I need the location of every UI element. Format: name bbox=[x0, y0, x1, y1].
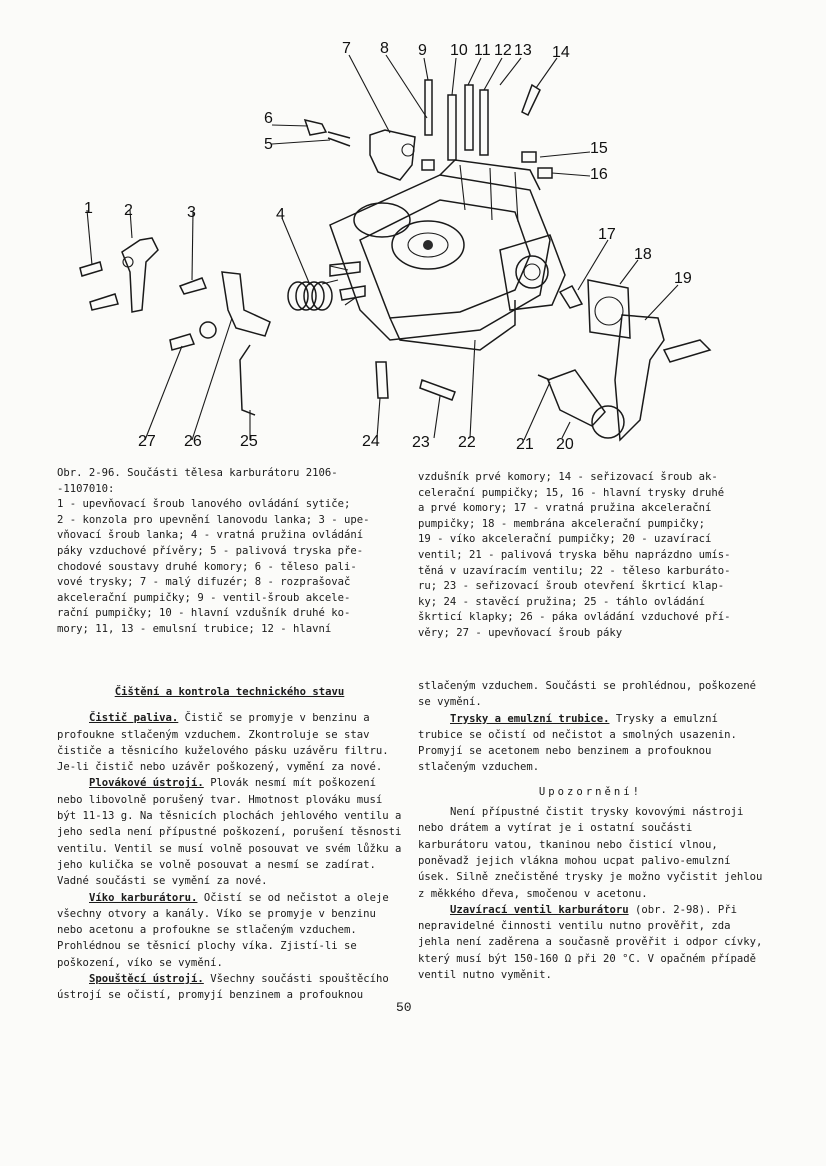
caption-line: a prvé komory; 17 - vratná pružina akcelerační bbox=[418, 502, 712, 515]
label-19: 19 bbox=[674, 270, 692, 287]
part-adjust-screw bbox=[522, 85, 540, 115]
part-cable-screw bbox=[180, 278, 206, 294]
part-throttle-screw bbox=[420, 380, 455, 400]
label-27: 27 bbox=[138, 433, 156, 450]
leader-lines bbox=[87, 55, 678, 440]
figure-caption-right bbox=[418, 470, 763, 642]
caption-line: vové trysky; 7 - malý difuzér; 8 - rozprašovač bbox=[57, 576, 351, 589]
paragraph-starter bbox=[57, 971, 402, 1004]
paragraph-shutoff-valve bbox=[418, 902, 763, 983]
caption-line: ky; 24 - stavěcí pružina; 25 - táhlo ovládání bbox=[418, 595, 706, 608]
paragraph-fuel-filter bbox=[57, 710, 402, 775]
label-6: 6 bbox=[264, 110, 273, 127]
paragraph-body: Plovák nesmí mít poškození nebo libovolně porušený tvar. Hmotnost plováku musí být 11-13 g. Na těsnicích plochách jehlového ventilu a jeho sedla není přípustné poškození, porušení těsnosti ventilu. Ventil se musí volně posouvat ve svém lůžku a jeho kulička se volně posouvat a nesmí se zadírat. Vadné součásti se vymění za nové. bbox=[57, 777, 402, 888]
label-10: 10 bbox=[450, 42, 468, 59]
caption-line: akcelerační pumpičky; 9 - ventil-šroub akcele- bbox=[57, 591, 351, 604]
part-accel-diaphragm bbox=[560, 280, 630, 338]
paragraph-title: Spouštěcí ústrojí. bbox=[89, 973, 204, 986]
paragraph-title: Čistič paliva. bbox=[89, 712, 179, 725]
part-small-difuser bbox=[370, 130, 415, 180]
caption-line: pumpičky; 18 - membrána akcelerační pumpičky; bbox=[418, 517, 706, 530]
caption-line: mory; 11, 13 - emulsní trubice; 12 - hlavní bbox=[57, 622, 332, 635]
part-return-spring bbox=[288, 282, 332, 310]
label-18: 18 bbox=[634, 246, 652, 263]
paragraph-body: (obr. 2-98). Při nepravidelné činnosti ventilu nutno prověřit, zda jehla není zaděrena a současně prověřit i odpor cívky, který musí být 150-160 Ω při 20 °C. V opačném případě ventil nutno vyměnit. bbox=[418, 903, 763, 982]
part-throttle-rod bbox=[240, 345, 255, 415]
paragraph-cover bbox=[57, 890, 402, 971]
paragraph-body: Trysky a emulzní trubice se očistí od nečistot a smolných usazenin. Promyjí se acetonem nebo benzinem a profouknou stlačeným vzduchem. bbox=[418, 712, 737, 774]
text-column-right bbox=[418, 678, 763, 983]
part-main-jet-2 bbox=[522, 152, 536, 162]
section-heading: Čištění a kontrola technického stavu bbox=[114, 686, 345, 698]
caption-line: chodové soustavy druhé komory; 6 - těleso pali- bbox=[57, 560, 357, 573]
label-12: 12 bbox=[494, 42, 512, 59]
part-jet-body bbox=[305, 120, 350, 146]
paragraph-warning: Není přípustné čistit trysky kovovými nástroji nebo drátem a vytírat je i ostatní součásti karburátoru vatou, tkaninou nebo čisticí vlnou, poněvadž jejich vlákna mohou ucpat palivo-emulzní úsek. Silně znečistěné trysky je možno vyčistit jehlou z měkkého dřeva, smočenou v acetonu. bbox=[418, 806, 763, 900]
label-24: 24 bbox=[362, 433, 380, 450]
caption-line: ventil; 21 - palivová tryska běhu naprázdno umís- bbox=[418, 548, 731, 561]
label-5: 5 bbox=[264, 136, 273, 153]
paragraph-title: Víko karburátoru. bbox=[89, 891, 198, 904]
paragraph-jets bbox=[418, 711, 763, 776]
caption-line: -1107010: bbox=[57, 482, 115, 495]
caption-line: věry; 27 - upevňovací šroub páky bbox=[418, 626, 623, 639]
label-7: 7 bbox=[342, 40, 351, 57]
paragraph-body: Očistí se od nečistot a oleje všechny otvory a kanály. Víko se promyje v benzinu nebo acetonu a profoukne se stlačeným vzduchem. Prohlédnou se těsnicí plochy víka. Zjistí-li se poškození, víko se vymění. bbox=[57, 891, 389, 969]
label-11: 11 bbox=[474, 42, 491, 59]
part-adjust-spring bbox=[376, 362, 388, 398]
figure-caption-left bbox=[57, 466, 387, 638]
warning-heading: Upozornění! bbox=[538, 785, 643, 798]
paragraph-title: Uzavírací ventil karburátoru bbox=[450, 903, 629, 916]
caption-line: 1 - upevňovací šroub lanového ovládání sytiče; bbox=[57, 498, 351, 511]
label-21: 21 bbox=[516, 436, 534, 453]
label-1: 1 bbox=[84, 200, 93, 217]
paragraph-title: Plovákové ústrojí. bbox=[89, 777, 204, 790]
caption-line: vzdušník prvé komory; 14 - seřizovací šroub ak- bbox=[418, 471, 718, 483]
label-2: 2 bbox=[124, 202, 133, 219]
caption-line: škrticí klapky; 26 - páka ovládání vzduchové pří- bbox=[418, 611, 731, 624]
part-shutoff-valve bbox=[538, 370, 624, 438]
caption-line: 19 - víko akcelerační pumpičky; 20 - uzavírací bbox=[418, 533, 712, 546]
caption-line: rační pumpičky; 10 - hlavní vzdušník druhé ko- bbox=[57, 607, 351, 620]
label-13: 13 bbox=[514, 42, 532, 59]
text-column-left bbox=[57, 684, 402, 1004]
paragraph-float bbox=[57, 775, 402, 889]
caption-line: 2 - konzola pro upevnění lanovodu lanka; 3 - upe- bbox=[57, 513, 370, 526]
label-9: 9 bbox=[418, 42, 427, 59]
carburetor-body bbox=[322, 160, 565, 350]
caption-line: ru; 23 - seřizovací šroub otevření škrticí klap- bbox=[418, 580, 725, 593]
carburetor-drawing bbox=[60, 40, 760, 460]
label-25: 25 bbox=[240, 433, 258, 450]
caption-line: vňovací šroub lanka; 4 - vratná pružina ovládání bbox=[57, 529, 364, 542]
paragraph-title: Trysky a emulzní trubice. bbox=[450, 712, 610, 725]
label-20: 20 bbox=[556, 436, 574, 453]
label-16: 16 bbox=[590, 166, 608, 183]
label-3: 3 bbox=[187, 204, 196, 221]
part-bracket bbox=[80, 238, 158, 312]
caption-line: páky vzduchové přívěry; 5 - palivová tryska pře- bbox=[57, 544, 364, 557]
part-lever-screw bbox=[170, 334, 194, 350]
label-22: 22 bbox=[458, 434, 476, 451]
label-8: 8 bbox=[380, 40, 389, 57]
paragraph-continued: stlačeným vzduchem. Součásti se prohlédnou, poškozené se vymění. bbox=[418, 680, 757, 709]
paragraph-body: Čistič se promyje v benzinu a profoukne stlačeným vzduchem. Zkontroluje se stav čističe a těsnicího kuželového pásku uzávěru filtru. Je-li čistič nebo uzávěr poškozený, vymění za nové. bbox=[57, 712, 389, 774]
part-washer bbox=[200, 322, 216, 338]
label-14: 14 bbox=[552, 44, 570, 61]
label-15: 15 bbox=[590, 140, 608, 157]
label-23: 23 bbox=[412, 434, 430, 451]
label-17: 17 bbox=[598, 226, 616, 243]
label-26: 26 bbox=[184, 433, 202, 450]
caption-line: Obr. 2-96. Součásti tělesa karburátoru 2106- bbox=[57, 467, 338, 479]
part-tubes bbox=[422, 80, 488, 170]
label-4: 4 bbox=[276, 206, 285, 223]
carburetor-exploded-diagram bbox=[60, 40, 760, 460]
page-number: 50 bbox=[396, 1000, 412, 1015]
paragraph-body: Všechny součásti spouštěcího ústrojí se očistí, promyjí benzinem a profouknou bbox=[57, 973, 389, 1002]
caption-line: celerační pumpičky; 15, 16 - hlavní trysky druhé bbox=[418, 486, 725, 499]
caption-line: těná v uzavíracím ventilu; 22 - těleso karburáto- bbox=[418, 564, 731, 577]
part-main-jet-1 bbox=[538, 168, 552, 178]
